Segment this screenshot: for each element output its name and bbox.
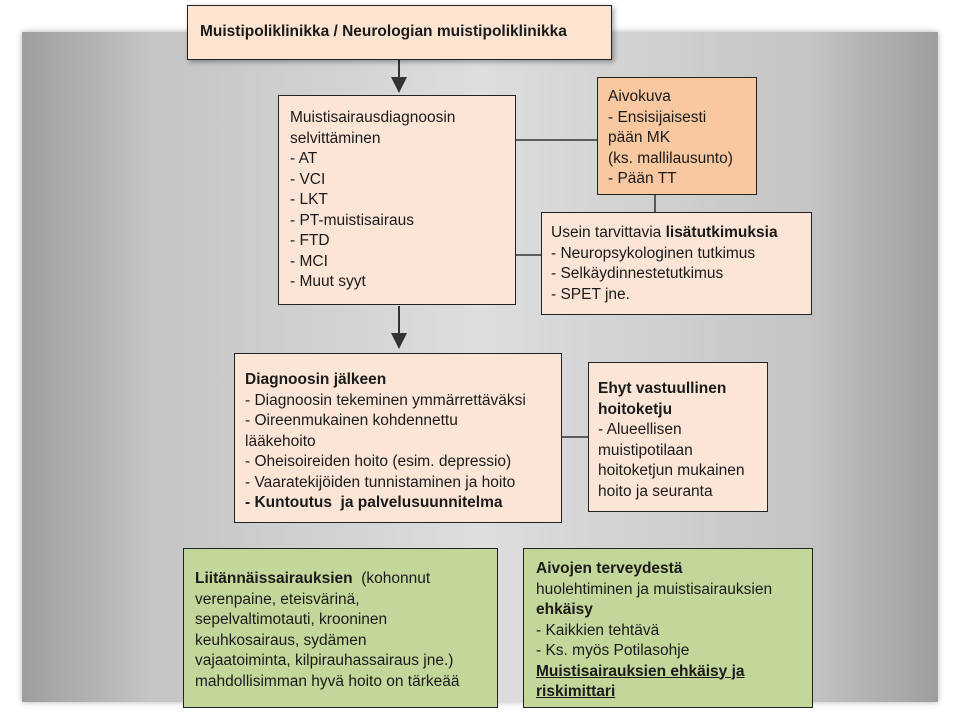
imaging-line: - Ensisijaisesti (608, 108, 707, 126)
after-item: - Oheisoireiden hoito (esim. depressio) (245, 453, 512, 470)
care-chain-line: - Alueellisen (598, 421, 682, 438)
after-diagnosis-box (234, 353, 562, 523)
diagnosis-box (278, 95, 516, 305)
diagnosis-item: - PT-muistisairaus (290, 211, 415, 229)
title-box (187, 5, 612, 60)
care-chain-line: hoitoketjun mukainen (598, 462, 745, 479)
page-title: Muistipoliklinikka / Neurologian muistipoliklinikka (200, 23, 567, 41)
comorbidity-line: vajaatoiminta, kilpirauhassairaus jne.) (195, 652, 454, 669)
after-item: lääkehoito (245, 432, 316, 450)
extra-tests-intro-bold: lisätutkimuksia (665, 224, 778, 241)
diagnosis-item: - FTD (290, 232, 330, 249)
imaging-line: - Pään TT (608, 170, 677, 187)
comorbidity-box (183, 548, 498, 708)
diagnosis-item: - VCI (290, 170, 326, 188)
imaging-line: pään MK (608, 129, 671, 146)
prevention-link-2[interactable]: riskimittari (536, 683, 616, 700)
comorbidity-line: sepelvaltimotauti, krooninen (195, 611, 388, 628)
diagnosis-item: - AT (290, 150, 318, 167)
imaging-title: Aivokuva (608, 88, 671, 105)
after-title: Diagnoosin jälkeen (245, 371, 387, 388)
after-item-last: - Kuntoutus ja palvelusuunnitelma (245, 494, 503, 511)
brain-health-line: huolehtiminen ja muistisairauksien (536, 580, 773, 598)
after-item: - Vaaratekijöiden tunnistaminen ja hoito (245, 473, 516, 491)
brain-health-box (523, 548, 813, 708)
comorbidity-title-rest: (kohonnut (352, 570, 431, 587)
after-item: - Oireenmukainen kohdennettu (245, 412, 458, 429)
diagnosis-item: - LKT (290, 191, 328, 208)
comorbidity-line: mahdollisimman hyvä hoito on tärkeää (195, 672, 460, 690)
imaging-box (597, 77, 757, 195)
diagnosis-item: - MCI (290, 252, 328, 270)
comorbidity-line: keuhkosairaus, sydämen (195, 631, 367, 649)
prevention-link-1[interactable]: Muistisairauksien ehkäisy ja (536, 662, 745, 680)
care-chain-box (588, 362, 768, 512)
brain-health-title: Aivojen terveydestä (536, 560, 683, 577)
extra-tests-item: - Selkäydinnestetutkimus (551, 265, 724, 282)
brain-health-line-bold: ehkäisy (536, 601, 593, 618)
extra-tests-box (541, 212, 812, 315)
diagnosis-heading-2: selvittäminen (290, 129, 381, 147)
imaging-line: (ks. mallilausunto) (608, 149, 733, 167)
extra-tests-item: - SPET jne. (551, 285, 630, 303)
diagnosis-item: - Muut syyt (290, 273, 366, 290)
extra-tests-intro: Usein tarvittavia (551, 224, 666, 241)
care-chain-line: muistipotilaan (598, 441, 693, 459)
extra-tests-item: - Neuropsykologinen tutkimus (551, 244, 756, 262)
comorbidity-line: verenpaine, eteisvärinä, (195, 590, 360, 608)
care-chain-line: hoito ja seuranta (598, 482, 713, 500)
care-chain-title-1: Ehyt vastuullinen (598, 380, 727, 397)
brain-health-item: - Ks. myös Potilasohje (536, 642, 690, 659)
diagnosis-heading-1: Muistisairausdiagnoosin (290, 109, 456, 126)
care-chain-title-2: hoitoketju (598, 400, 673, 418)
comorbidity-title: Liitännäissairauksien (195, 570, 353, 587)
after-item: - Diagnoosin tekeminen ymmärrettäväksi (245, 391, 526, 409)
brain-health-item: - Kaikkien tehtävä (536, 621, 660, 639)
